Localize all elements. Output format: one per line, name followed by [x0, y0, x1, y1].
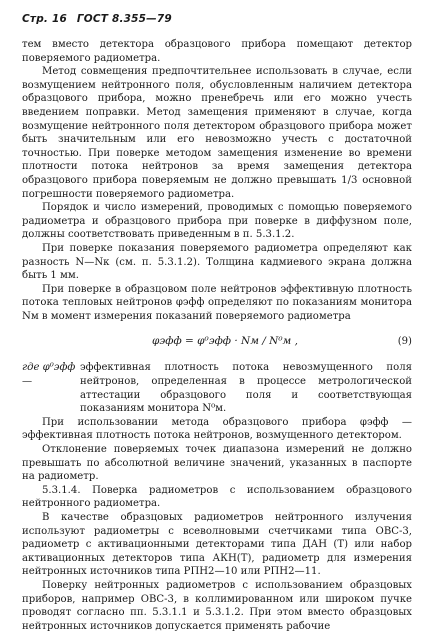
formula-number: (9)	[397, 336, 412, 348]
paragraph: Порядок и число измерений, проводимых с помощью поверяемого радиометра и образцового прибора при поверке в диффузном поле, должны соответствовать приведенным в п. 5.3.1.2.	[22, 202, 412, 241]
definition-text: эффективная плотность потока невозмущенного поля нейтронов, определенная в процессе метрологической аттестации образцового поля и соответствующая показаниям монитора N⁰м.	[80, 362, 412, 415]
formula-block	[22, 327, 412, 357]
formula-expression: φэфф = φ⁰эфф · Nм / N⁰м ,	[152, 335, 298, 348]
paragraph: В качестве образцовых радиометров нейтронного излучения используют радиометры с всеволновыми счетчиками типа ОВС-3, радиометр с активационными детекторами типа ДАН (Т) или набор активационных детекторов типа АКН(Т), радиометр для измерения нейтронных источников типа РПН2—10 или РПН2—11.	[22, 512, 412, 578]
page-body	[22, 38, 412, 633]
paragraph: При поверке показания поверяемого радиометра определяют как разность N—Nк (см. п. 5.3.1.2). Толщина кадмиевого экрана должна быть 1 мм.	[22, 242, 412, 282]
paragraph: тем вместо детектора образцового прибора помещают детектор поверяемого радиометра.	[22, 39, 412, 64]
page-header	[22, 13, 178, 27]
section-heading: 5.3.1.4. Поверка радиометров с использованием образцового нейтронного радиометра.	[22, 484, 412, 510]
paragraph: При использовании метода образцового прибора φэфф — эффективная плотность потока нейтронов, возмущенного детектором.	[22, 416, 412, 442]
standard-code: ГОСТ 8.355—79	[76, 13, 172, 25]
page-number: Стр. 16	[22, 13, 67, 25]
paragraph: При поверке в образцовом поле нейтронов эффективную плотность потока тепловых нейтронов φэфф определяют по показаниям монитора Nм в момент измерения показаний поверяемого радиометра	[22, 283, 412, 322]
symbol-definition	[22, 361, 412, 415]
paragraph: Отклонение поверяемых точек диапазона измерений не должно превышать по абсолютной величине значений, указанных в паспорте на радиометр.	[22, 444, 412, 483]
definition-symbol: где φ⁰эфф —	[22, 362, 76, 388]
paragraph: Метод совмещения предпочтительнее использовать в случае, если возмущением нейтронного поля, обусловленным наличием детектора образцового прибора, можно пренебречь или его можно учесть введением поправки. Метод замещения применяют в случае, когда возмущение нейтронного поля детектором образцового прибора может быть значительным или его невозможно учесть с достаточной точностью. При поверке методом замещения изменение во времени плотности потока нейтронов за время замещения детектора образцового прибора поверяемым не должно превышать 1/3 основной погрешности поверяемого радиометра.	[22, 66, 412, 200]
paragraph: Поверку нейтронных радиометров с использованием образцовых приборов, например ОВС-3, в коллимированном или широком пучке проводят согласно пп. 5.3.1.1 и 5.3.1.2. При этом вместо образцовых нейтронных источников допускается применять рабочие	[22, 579, 412, 632]
